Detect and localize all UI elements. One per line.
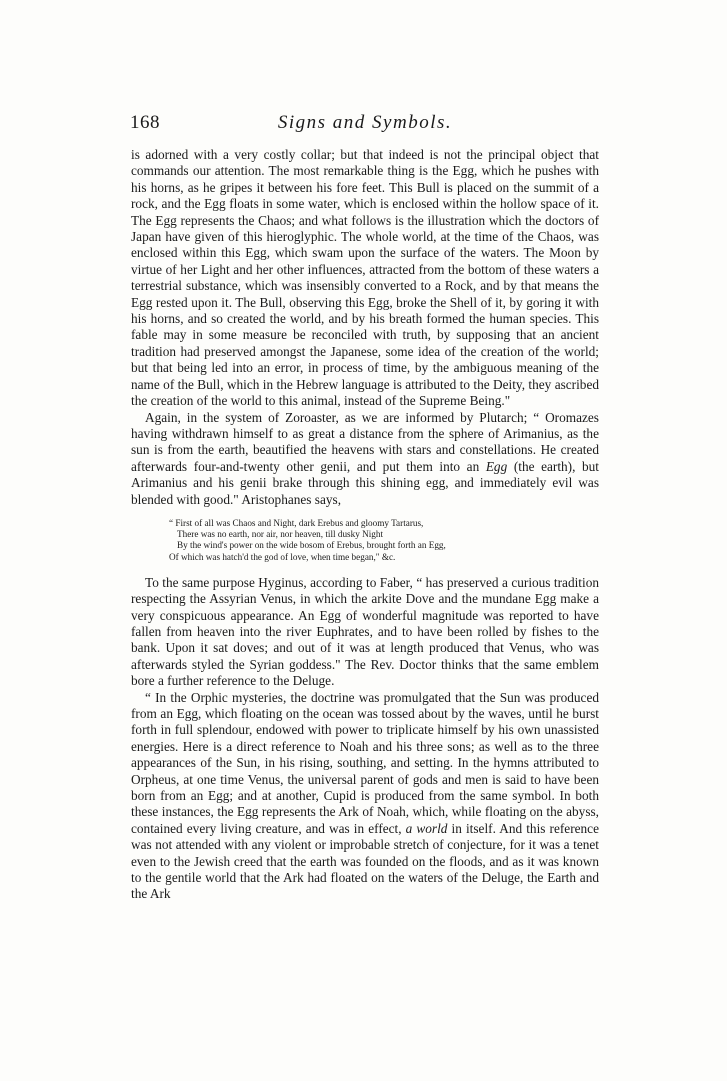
page-number: 168 <box>130 112 160 133</box>
verse-quotation <box>169 518 599 563</box>
paragraph-zoroaster-text-a: Again, in the system of Zoroaster, as we are informed by Plutarch; “ Oromazes having withdrawn himself to as great a distance from the sphere of Arimanius, as the sun is from the earth, beautified the heavens with stars and constellations. He created afterwards four-and-twenty other genii, and put them into an <box>131 409 599 474</box>
italic-a-world: a world <box>405 820 448 836</box>
verse-line-1: “ First of all was Chaos and Night, dark Erebus and gloomy Tartarus, <box>169 517 424 528</box>
page-header <box>130 112 600 138</box>
running-title: Signs and Symbols. <box>277 112 453 133</box>
paragraph-orphic <box>131 690 599 903</box>
italic-egg: Egg <box>485 458 508 474</box>
paragraph-zoroaster-text-b: (the earth), but Arimanius and his genii brake through this shining egg, and immediately evil was blended with good." Aristophanes says, <box>131 458 599 507</box>
paragraph-zoroaster <box>131 410 599 508</box>
page-body <box>131 147 599 903</box>
paragraph-hyginus: To the same purpose Hyginus, according to Faber, “ has preserved a curious tradition respecting the Assyrian Venus, in which the arkite Dove and the mundane Egg make a very conspicuous appearance. An Egg of wonderful magnitude was reported to have fallen from heaven into the river Euphrates, and to have been rolled by fishes to the bank. Upon it sat doves; and out of it was at length produced that Venus, who was afterwards styled the Syrian goddess." The Rev. Doctor thinks that the same emblem bore a further reference to the Deluge. <box>131 574 599 689</box>
paragraph-bull-egg: is adorned with a very costly collar; but that indeed is not the principal object that commands our attention. The most remarkable thing is the Egg, which he pushes with his horns, as he gripes it between his fore feet. This Bull is placed on the summit of a rock, and the Egg floats in some water, which is enclosed within the hollow space of it. The Egg represents the Chaos; and what follows is the illustration which the doctors of Japan have given of this hieroglyphic. The whole world, at the time of the Chaos, was enclosed within this Egg, which swam upon the surface of the waters. The Moon by virtue of her Light and her other influences, attracted from the bottom of these waters a terrestrial substance, which was insensibly converted to a Rock, and by that means the Egg rested upon it. The Bull, observing this Egg, broke the Shell of it, by goring it with his horns, and so created the world, and by his breath formed the human species. This fable may in some measure be reconciled with truth, by supposing that an ancient tradition had preserved amongst the Japanese, some idea of the creation of the world; but that being led into an error, in process of time, by the ambiguous meaning of the name of the Bull, which in the Hebrew language is attributed to the Deity, they ascribed the creation of the world to this animal, instead of the Supreme Being." <box>131 147 599 409</box>
verse-line-3: By the wind's power on the wide bosom of Erebus, brought forth an Egg, <box>177 540 446 551</box>
paragraph-orphic-text-b: in itself. And this reference was not attended with any violent or improbable stretch of conjecture, for it was a tenet even to the Jewish creed that the earth was founded on the floods, and as it was known to the gentile world that the Ark had floated on the waters of the Deluge, the Earth and the Ark <box>131 820 599 902</box>
verse-line-2: There was no earth, nor air, nor heaven, till dusky Night <box>177 529 384 540</box>
verse-line-4: Of which was hatch'd the god of love, when time began," &c. <box>169 551 396 562</box>
paragraph-orphic-text-a: “ In the Orphic mysteries, the doctrine was promulgated that the Sun was produced from an Egg, which floating on the ocean was tossed about by the waves, until he burst forth in full splendour, endowed with power to triplicate himself by his own unassisted energies. Here is a direct reference to Noah and his three sons; as well as to the three appearances of the Sun, in his rising, southing, and setting. In the hymns attributed to Orpheus, at one time Venus, the universal parent of gods and men is said to have been born from an Egg; and at another, Cupid is produced from the same symbol. In both these instances, the Egg represents the Ark of Noah, which, while floating on the abyss, contained every living creature, and was in effect, <box>131 689 599 836</box>
